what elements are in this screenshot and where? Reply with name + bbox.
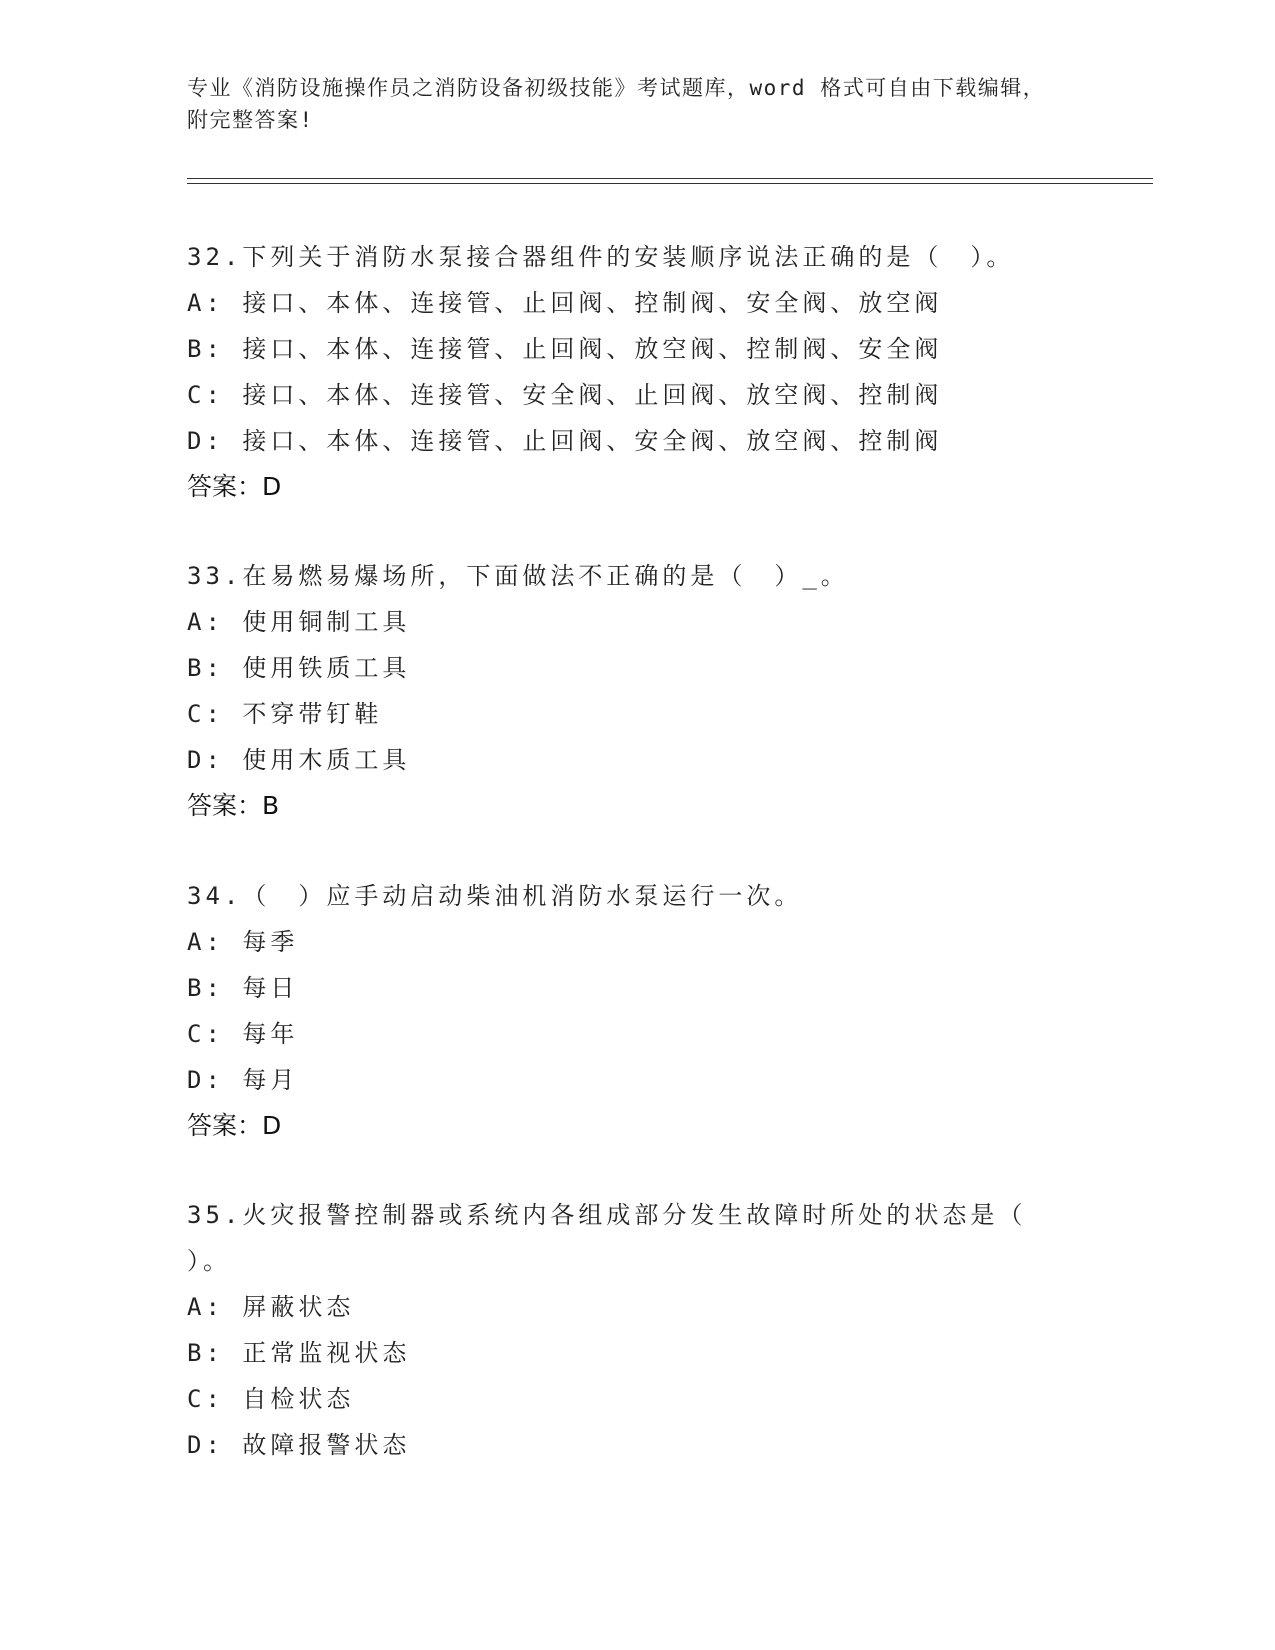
option-b: B: 使用铁质工具: [187, 654, 411, 682]
header-divider-top: [187, 178, 1153, 179]
question-title: 33.在易燃易爆场所，下面做法不正确的是（ ）_。: [187, 562, 849, 590]
option-b: B: 接口、本体、连接管、止回阀、放空阀、控制阀、安全阀: [187, 335, 943, 363]
document-header: 专业《消防设施操作员之消防设备初级技能》考试题库，word 格式可自由下载编辑，附完整答案!: [187, 76, 1046, 132]
option-a: A: 接口、本体、连接管、止回阀、控制阀、安全阀、放空阀: [187, 289, 943, 317]
option-b: B: 每日: [187, 974, 299, 1002]
option-c: C: 自检状态: [187, 1385, 355, 1413]
option-a: A: 屏蔽状态: [187, 1293, 355, 1321]
question-33: [187, 553, 1087, 829]
option-a: A: 使用铜制工具: [187, 608, 411, 636]
question-title: 34.（ ）应手动启动柴油机消防水泵运行一次。: [187, 882, 803, 910]
answer: 答案：D: [187, 1111, 282, 1140]
answer: 答案：B: [187, 791, 280, 820]
option-d: D: 使用木质工具: [187, 746, 411, 774]
option-a: A: 每季: [187, 928, 299, 956]
option-d: D: 每月: [187, 1066, 299, 1094]
option-c: C: 接口、本体、连接管、安全阀、止回阀、放空阀、控制阀: [187, 381, 943, 409]
option-c: C: 不穿带钉鞋: [187, 700, 383, 728]
answer: 答案：D: [187, 472, 282, 501]
option-b: B: 正常监视状态: [187, 1339, 411, 1367]
question-35: [187, 1192, 1087, 1468]
header-divider-bottom: [187, 183, 1153, 184]
question-title: 32.下列关于消防水泵接合器组件的安装顺序说法正确的是（ ）。: [187, 243, 1015, 271]
option-d: D: 接口、本体、连接管、止回阀、安全阀、放空阀、控制阀: [187, 427, 943, 455]
option-d: D: 故障报警状态: [187, 1431, 411, 1459]
option-c: C: 每年: [187, 1020, 299, 1048]
question-32: [187, 234, 1087, 510]
question-title: 35.火灾报警控制器或系统内各组成部分发生故障时所处的状态是（ ）。: [187, 1201, 1027, 1275]
question-34: [187, 873, 1087, 1149]
